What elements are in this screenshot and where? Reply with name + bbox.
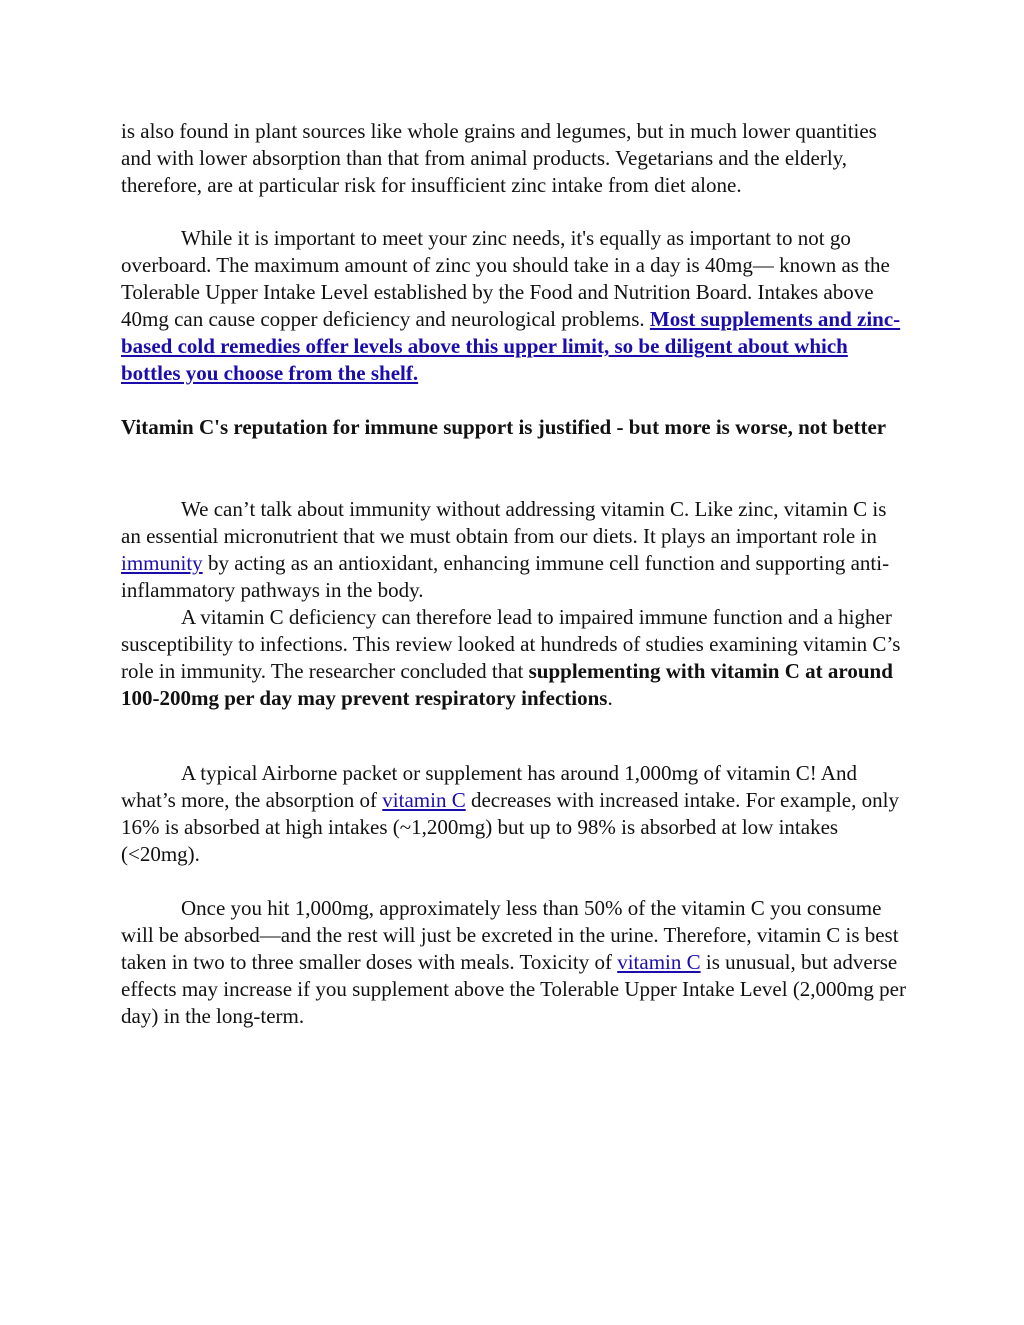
vitamin-c-link-absorption[interactable]: vitamin C	[382, 788, 466, 812]
vitamin-c-dose-emphasis: supplementing with vitamin C at around 100-200mg per day may prevent respiratory infections	[121, 659, 893, 710]
paragraph-zinc-upper-limit	[121, 225, 906, 387]
document-body	[121, 118, 906, 1030]
paragraph-vitamin-c-deficiency	[121, 604, 906, 712]
immunity-link[interactable]: immunity	[121, 551, 203, 575]
paragraph-vitamin-c-intro-text-a: We can’t talk about immunity without addressing vitamin C. Like zinc, vitamin C is an essential micronutrient that we must obtain from our diets. It plays an important role in	[121, 497, 887, 548]
paragraph-vitamin-c-dosing	[121, 895, 906, 1030]
paragraph-airborne-absorption-text-a: A typical Airborne packet or supplement has around 1,000mg of vitamin C! And what’s more, the absorption of	[121, 761, 857, 812]
paragraph-airborne-absorption	[121, 760, 906, 868]
paragraph-zinc-upper-limit-text: While it is important to meet your zinc needs, it's equally as important to not go overboard. The maximum amount of zinc you should take in a day is 40mg— known as the Tolerable Upper Intake Level established by the Food and Nutrition Board. Intakes above 40mg can cause copper deficiency and neurological problems.	[121, 226, 890, 331]
section-heading-vitamin-c: Vitamin C's reputation for immune support is justified - but more is worse, not better	[121, 415, 887, 439]
vitamin-c-link-toxicity[interactable]: vitamin C	[617, 950, 701, 974]
zinc-supplements-link[interactable]: Most supplements and zinc-based cold remedies offer levels above this upper limit, so be diligent about which bottles you choose from the shelf.	[121, 307, 901, 385]
paragraph-vitamin-c-dosing-text-a: Once you hit 1,000mg, approximately less than 50% of the vitamin C you consume will be absorbed—and the rest will just be excreted in the urine. Therefore, vitamin C is best taken in two to three smaller doses with meals. Toxicity of	[121, 896, 899, 974]
paragraph-airborne-absorption-text-b: decreases with increased intake. For example, only 16% is absorbed at high intakes (~1,200mg) but up to 98% is absorbed at low intakes (<20mg).	[121, 788, 899, 866]
paragraph-vitamin-c-deficiency-text-b: .	[607, 686, 613, 710]
paragraph-vitamin-c-dosing-text-b: is unusual, but adverse effects may increase if you supplement above the Tolerable Upper Intake Level (2,000mg per day) in the long-term.	[121, 950, 906, 1028]
paragraph-vitamin-c-intro	[121, 496, 906, 604]
paragraph-zinc-sources	[121, 118, 906, 199]
paragraph-zinc-sources-text: is also found in plant sources like whole grains and legumes, but in much lower quantities and with lower absorption than that from animal products. Vegetarians and the elderly, therefore, are at particular risk for insufficient zinc intake from diet alone.	[121, 119, 877, 197]
paragraph-vitamin-c-deficiency-text-a: A vitamin C deficiency can therefore lead to impaired immune function and a higher susceptibility to infections. This review looked at hundreds of studies examining vitamin C’s role in immunity. The researcher concluded that	[121, 605, 901, 683]
paragraph-vitamin-c-intro-text-b: by acting as an antioxidant, enhancing immune cell function and supporting anti-inflammatory pathways in the body.	[121, 551, 890, 602]
